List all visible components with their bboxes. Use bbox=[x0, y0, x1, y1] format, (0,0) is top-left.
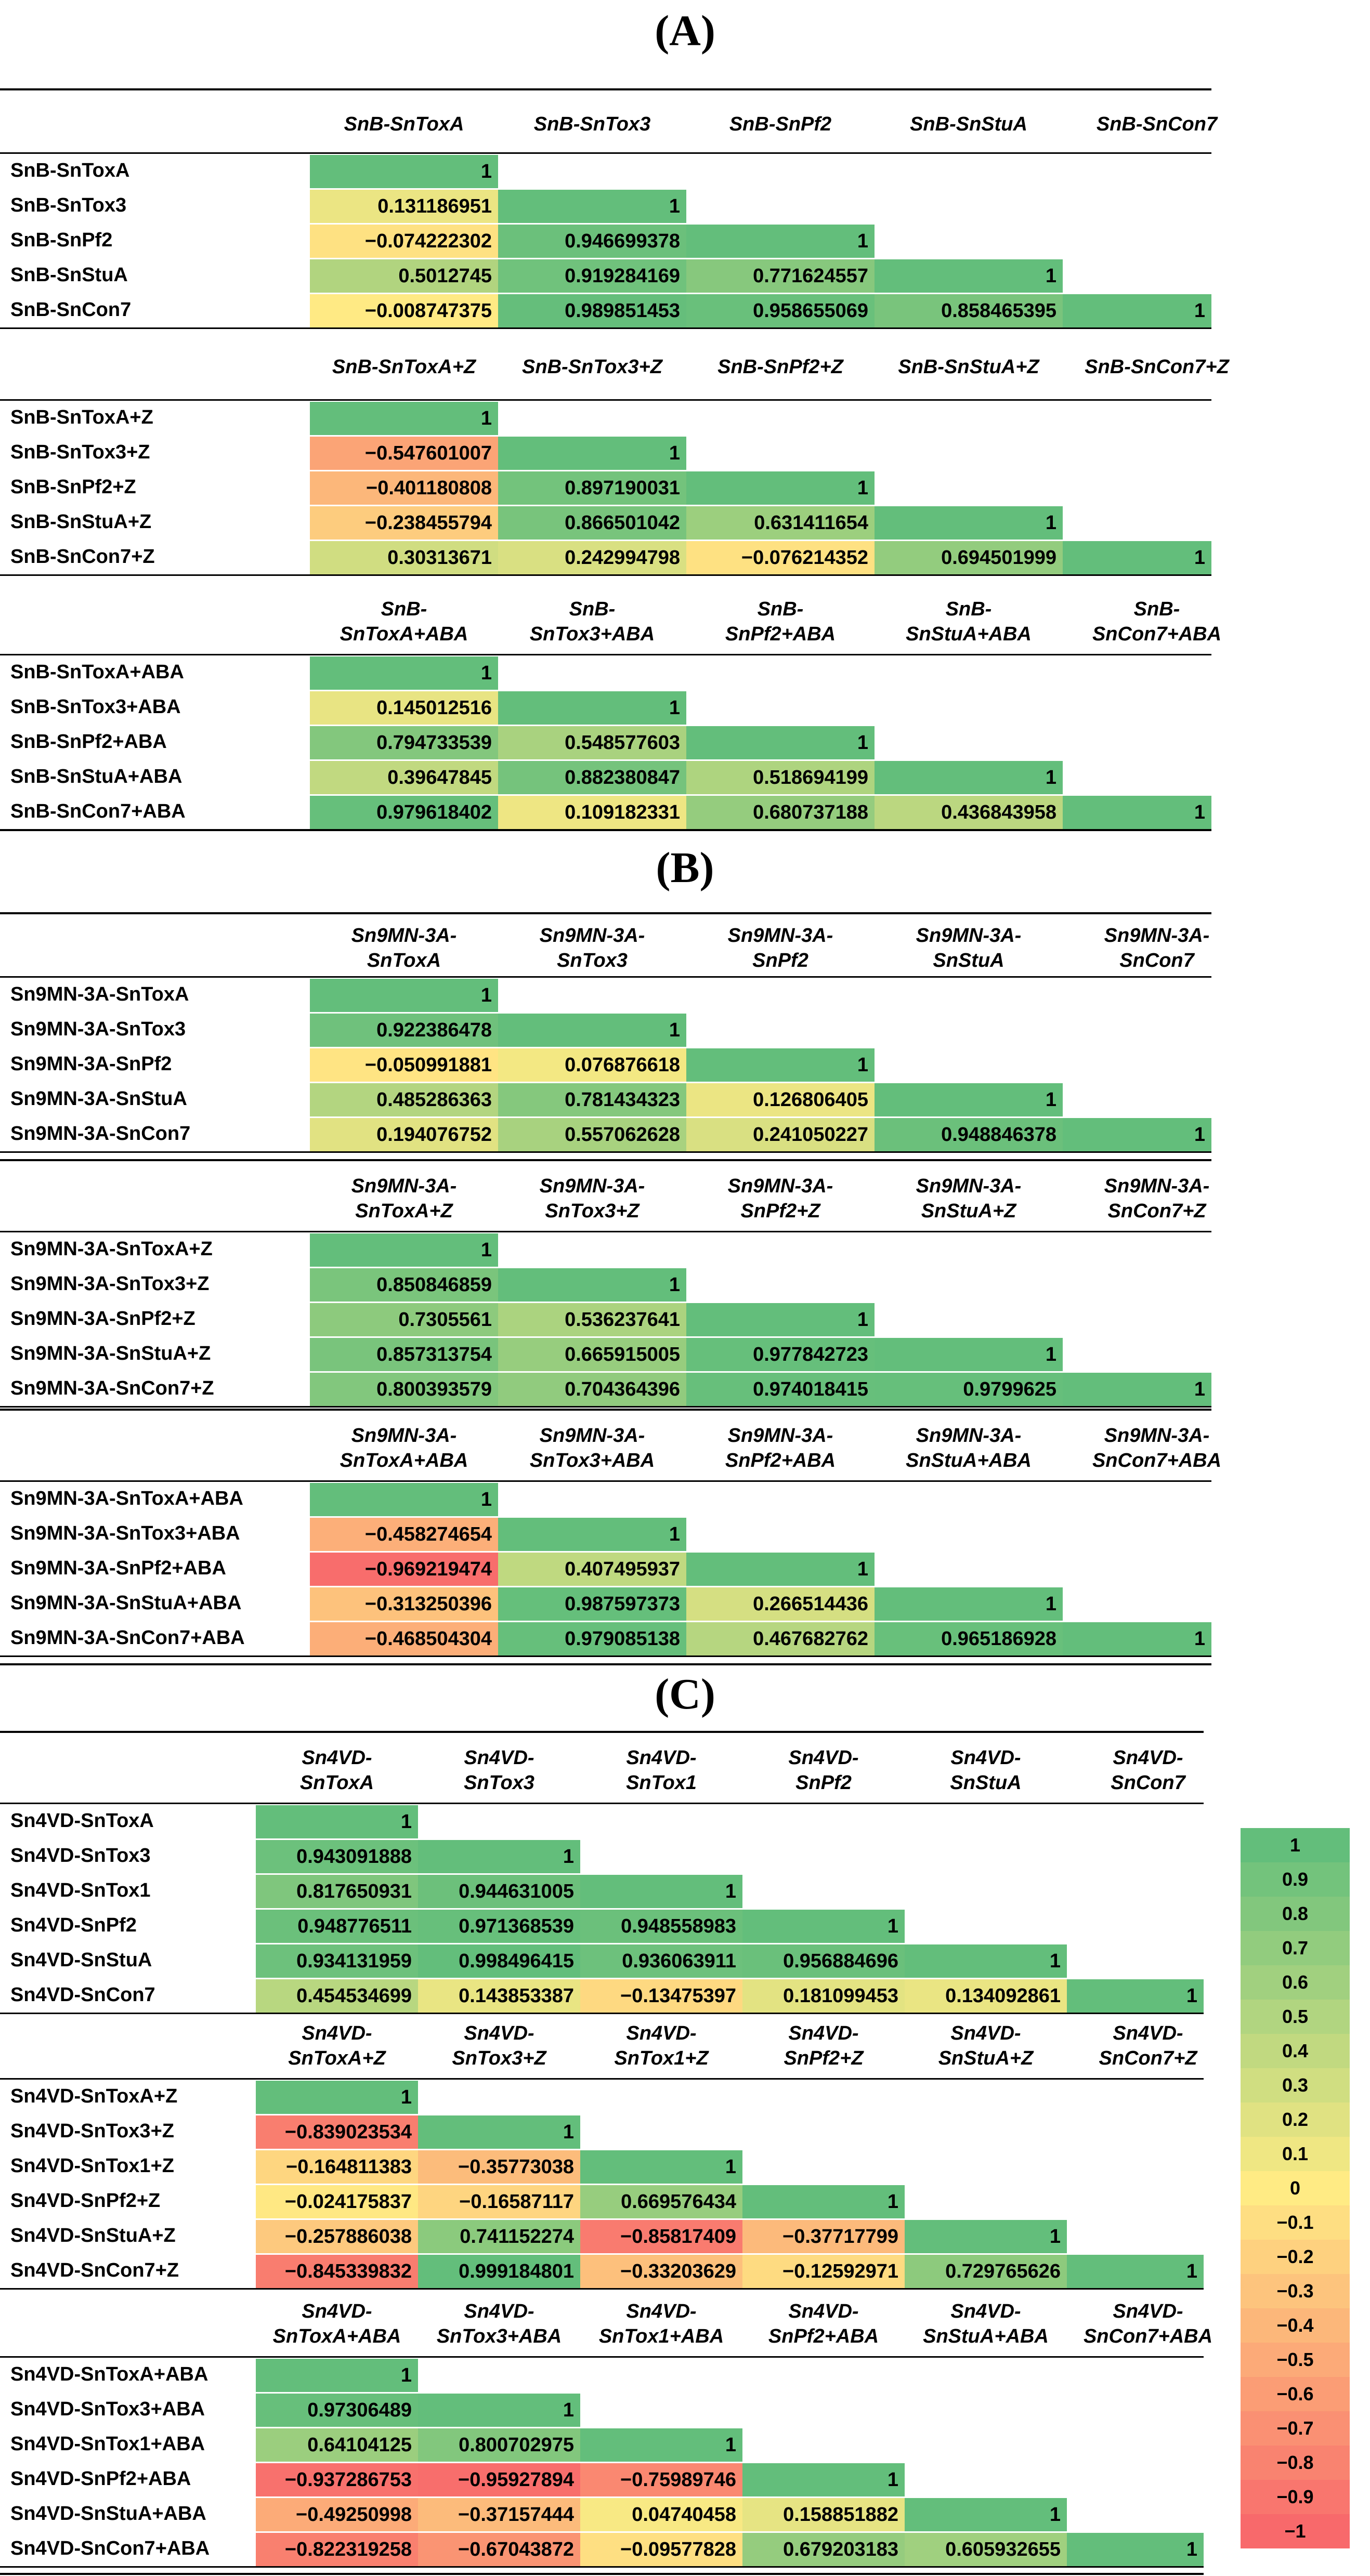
heatmap-cell: 0.999184801 bbox=[418, 2255, 580, 2288]
legend-swatch: 0.6 bbox=[1241, 1965, 1350, 2000]
heatmap-cell: 0.242994798 bbox=[498, 541, 686, 574]
heatmap-cell: 1 bbox=[498, 190, 686, 223]
heatmap-cell: 0.817650931 bbox=[256, 1875, 418, 1908]
heatmap-cell: 0.669576434 bbox=[580, 2185, 742, 2218]
heatmap-cell: 0.936063911 bbox=[580, 1944, 742, 1978]
block-rule bbox=[0, 2566, 1204, 2568]
heatmap-cell: 1 bbox=[1063, 1373, 1211, 1406]
row-label: Sn4VD-SnPf2+Z bbox=[10, 2190, 161, 2212]
row-label: Sn4VD-SnTox3 bbox=[10, 1845, 151, 1867]
heatmap-cell: 0.194076752 bbox=[310, 1118, 498, 1151]
row-label: Sn9MN-3A-SnPf2 bbox=[10, 1053, 172, 1075]
heatmap-cell: 0.977842723 bbox=[686, 1338, 875, 1371]
block-rule bbox=[0, 2288, 1204, 2290]
column-header: Sn9MN-3A- SnPf2 bbox=[727, 924, 833, 971]
heatmap-cell: −0.822319258 bbox=[256, 2533, 418, 2566]
heatmap-cell: 0.30313671 bbox=[310, 541, 498, 574]
heatmap-cell: 0.956884696 bbox=[742, 1944, 905, 1978]
row-label: Sn4VD-SnStuA bbox=[10, 1949, 152, 1971]
column-header: SnB-SnToxA+Z bbox=[332, 356, 476, 378]
column-header: SnB-SnTox3 bbox=[533, 113, 651, 135]
heatmap-cell: −0.37157444 bbox=[418, 2498, 580, 2531]
heatmap-cell: 0.987597373 bbox=[498, 1587, 686, 1621]
legend-swatch: −0.7 bbox=[1241, 2411, 1350, 2446]
heatmap-cell: 0.944631005 bbox=[418, 1875, 580, 1908]
column-header: Sn9MN-3A- SnPf2+Z bbox=[727, 1175, 833, 1222]
heatmap-cell: 0.39647845 bbox=[310, 761, 498, 794]
row-label: SnB-SnPf2+Z bbox=[10, 476, 136, 498]
heatmap-cell: −0.09577828 bbox=[580, 2533, 742, 2566]
heatmap-cell: 0.943091888 bbox=[256, 1840, 418, 1873]
heatmap-cell: 0.680737188 bbox=[686, 796, 875, 829]
heatmap-cell: 0.436843958 bbox=[875, 796, 1063, 829]
heatmap-cell: 1 bbox=[498, 437, 686, 470]
column-header: Sn9MN-3A- SnPf2+ABA bbox=[725, 1425, 836, 1471]
heatmap-cell: 1 bbox=[310, 1483, 498, 1516]
heatmap-cell: 0.946699378 bbox=[498, 225, 686, 258]
heatmap-cell: 1 bbox=[905, 1944, 1067, 1978]
heatmap-cell: 0.974018415 bbox=[686, 1373, 875, 1406]
heatmap-cell: 0.948846378 bbox=[875, 1118, 1063, 1151]
column-header: SnB-SnToxA bbox=[344, 113, 464, 135]
heatmap-cell: −0.35773038 bbox=[418, 2150, 580, 2184]
legend-swatch: −0.4 bbox=[1241, 2308, 1350, 2343]
block-rule bbox=[0, 829, 1211, 831]
column-header: Sn9MN-3A- SnTox3+Z bbox=[539, 1175, 645, 1222]
legend-swatch: 0.3 bbox=[1241, 2068, 1350, 2102]
heatmap-cell: 0.454534699 bbox=[256, 1979, 418, 2013]
heatmap-cell: −0.313250396 bbox=[310, 1587, 498, 1621]
row-label: SnB-SnCon7+ABA bbox=[10, 800, 186, 822]
section-label: (B) bbox=[656, 844, 714, 892]
heatmap-cell: 0.64104125 bbox=[256, 2428, 418, 2462]
heatmap-cell: 0.998496415 bbox=[418, 1944, 580, 1978]
column-header: Sn4VD- SnPf2+ABA bbox=[768, 2301, 879, 2347]
heatmap-cell: 0.741152274 bbox=[418, 2220, 580, 2253]
section-label: (C) bbox=[655, 1670, 715, 1718]
heatmap-cell: −0.468504304 bbox=[310, 1622, 498, 1655]
heatmap-cell: 0.467682762 bbox=[686, 1622, 875, 1655]
heatmap-cell: 1 bbox=[418, 1840, 580, 1873]
heatmap-cell: 1 bbox=[875, 1083, 1063, 1116]
column-header: Sn9MN-3A- SnToxA+Z bbox=[351, 1175, 457, 1222]
heatmap-cell: −0.547601007 bbox=[310, 437, 498, 470]
row-label: Sn4VD-SnToxA bbox=[10, 1810, 154, 1832]
legend-swatch: 0.1 bbox=[1241, 2137, 1350, 2171]
table-rule bbox=[0, 2573, 1204, 2575]
heatmap-cell: 0.536237641 bbox=[498, 1303, 686, 1336]
column-header: Sn4VD- SnStuA+Z bbox=[938, 2022, 1034, 2069]
column-header: Sn9MN-3A- SnStuA+ABA bbox=[906, 1425, 1032, 1471]
heatmap-cell: −0.12592971 bbox=[742, 2255, 905, 2288]
column-header: Sn4VD- SnCon7+ABA bbox=[1083, 2301, 1213, 2347]
heatmap-cell: 0.800702975 bbox=[418, 2428, 580, 2462]
heatmap-cell: 0.407495937 bbox=[498, 1553, 686, 1586]
column-header: Sn9MN-3A- SnStuA bbox=[916, 924, 1022, 971]
heatmap-cell: −0.050991881 bbox=[310, 1048, 498, 1082]
column-header: SnB-SnPf2+Z bbox=[717, 356, 843, 378]
heatmap-cell: 1 bbox=[1067, 1979, 1204, 2013]
heatmap-cell: 0.934131959 bbox=[256, 1944, 418, 1978]
row-label: SnB-SnToxA bbox=[10, 160, 130, 181]
column-header: Sn4VD- SnTox1+ABA bbox=[598, 2301, 724, 2347]
column-header: Sn4VD- SnCon7 bbox=[1111, 1747, 1185, 1794]
row-label: Sn9MN-3A-SnPf2+Z bbox=[10, 1308, 195, 1330]
heatmap-cell: 0.794733539 bbox=[310, 726, 498, 759]
heatmap-cell: 0.04740458 bbox=[580, 2498, 742, 2531]
heatmap-cell: 1 bbox=[742, 1910, 905, 1943]
column-header: Sn9MN-3A- SnToxA+ABA bbox=[340, 1425, 468, 1471]
legend-swatch: 1 bbox=[1241, 1828, 1350, 1862]
heatmap-cell: 1 bbox=[498, 1268, 686, 1302]
row-label: SnB-SnStuA+Z bbox=[10, 511, 152, 533]
heatmap-cell: 1 bbox=[256, 1805, 418, 1838]
heatmap-cell: 0.979085138 bbox=[498, 1622, 686, 1655]
heatmap-cell: 0.143853387 bbox=[418, 1979, 580, 2013]
column-header: SnB-SnStuA bbox=[910, 113, 1027, 135]
column-header: SnB-SnTox3+Z bbox=[522, 356, 662, 378]
heatmap-cell: 0.857313754 bbox=[310, 1338, 498, 1371]
heatmap-cell: −0.164811383 bbox=[256, 2150, 418, 2184]
block-rule bbox=[0, 1151, 1211, 1153]
row-label: SnB-SnToxA+ABA bbox=[10, 661, 184, 683]
heatmap-cell: 1 bbox=[686, 1553, 875, 1586]
row-label: Sn4VD-SnTox3+ABA bbox=[10, 2398, 205, 2420]
heatmap-cell: −0.969219474 bbox=[310, 1553, 498, 1586]
heatmap-cell: −0.85817409 bbox=[580, 2220, 742, 2253]
heatmap-cell: 1 bbox=[1063, 1118, 1211, 1151]
row-label: Sn4VD-SnStuA+ABA bbox=[10, 2503, 206, 2525]
heatmap-cell: 0.97306489 bbox=[256, 2394, 418, 2427]
heatmap-cell: −0.074222302 bbox=[310, 225, 498, 258]
row-label: Sn4VD-SnTox1+ABA bbox=[10, 2433, 205, 2455]
heatmap-cell: 0.134092861 bbox=[905, 1979, 1067, 2013]
row-label: Sn4VD-SnPf2+ABA bbox=[10, 2468, 191, 2490]
column-header: Sn4VD- SnTox3+Z bbox=[452, 2022, 546, 2069]
heatmap-cell: 0.485286363 bbox=[310, 1083, 498, 1116]
heatmap-cell: 0.158851882 bbox=[742, 2498, 905, 2531]
heatmap-cell: 0.866501042 bbox=[498, 506, 686, 540]
legend-swatch: 0.5 bbox=[1241, 2000, 1350, 2034]
row-label: Sn4VD-SnCon7 bbox=[10, 1984, 155, 2006]
heatmap-cell: 0.729765626 bbox=[905, 2255, 1067, 2288]
legend-swatch: 0.9 bbox=[1241, 1862, 1350, 1897]
row-label: Sn9MN-3A-SnTox3+Z bbox=[10, 1273, 210, 1295]
heatmap-cell: 0.958655069 bbox=[686, 294, 875, 327]
heatmap-cell: 1 bbox=[686, 1303, 875, 1336]
heatmap-cell: −0.95927894 bbox=[418, 2463, 580, 2496]
heatmap-cell: −0.076214352 bbox=[686, 541, 875, 574]
heatmap-cell: 1 bbox=[875, 1587, 1063, 1621]
heatmap-cell: 0.948776511 bbox=[256, 1910, 418, 1943]
heatmap-cell: 1 bbox=[1067, 2533, 1204, 2566]
column-header: SnB- SnCon7+ABA bbox=[1092, 598, 1222, 645]
heatmap-cell: 1 bbox=[686, 726, 875, 759]
heatmap-cell: 0.922386478 bbox=[310, 1014, 498, 1047]
section-label: (A) bbox=[655, 7, 715, 55]
heatmap-cell: 1 bbox=[310, 402, 498, 435]
table-rule bbox=[0, 912, 1211, 914]
row-label: SnB-SnToxA+Z bbox=[10, 406, 153, 428]
heatmap-cell: 1 bbox=[686, 225, 875, 258]
heatmap-cell: −0.33203629 bbox=[580, 2255, 742, 2288]
column-header: Sn4VD- SnTox1 bbox=[626, 1747, 697, 1794]
column-header: SnB- SnPf2+ABA bbox=[725, 598, 836, 645]
column-header: SnB- SnStuA+ABA bbox=[906, 598, 1032, 645]
heatmap-cell: 0.7305561 bbox=[310, 1303, 498, 1336]
row-label: Sn9MN-3A-SnTox3+ABA bbox=[10, 1522, 240, 1544]
row-label: SnB-SnTox3 bbox=[10, 194, 127, 216]
row-label: Sn4VD-SnTox1+Z bbox=[10, 2155, 174, 2177]
heatmap-cell: 1 bbox=[686, 471, 875, 505]
column-header: SnB- SnTox3+ABA bbox=[529, 598, 655, 645]
legend-swatch: −0.9 bbox=[1241, 2480, 1350, 2514]
block-rule bbox=[0, 1655, 1211, 1657]
heatmap-cell: 0.919284169 bbox=[498, 259, 686, 293]
column-header: Sn4VD- SnToxA+Z bbox=[288, 2022, 386, 2069]
heatmap-cell: 1 bbox=[905, 2498, 1067, 2531]
block-rule bbox=[0, 327, 1211, 329]
heatmap-cell: 0.5012745 bbox=[310, 259, 498, 293]
column-header: Sn4VD- SnPf2+Z bbox=[784, 2022, 864, 2069]
heatmap-cell: 1 bbox=[418, 2394, 580, 2427]
column-header: Sn9MN-3A- SnToxA bbox=[351, 924, 457, 971]
heatmap-cell: 0.850846859 bbox=[310, 1268, 498, 1302]
heatmap-cell: 0.694501999 bbox=[875, 541, 1063, 574]
column-header: Sn9MN-3A- SnCon7 bbox=[1104, 924, 1210, 971]
column-header: SnB-SnPf2 bbox=[729, 113, 832, 135]
heatmap-cell: −0.13475397 bbox=[580, 1979, 742, 2013]
heatmap-cell: 0.665915005 bbox=[498, 1338, 686, 1371]
row-label: Sn9MN-3A-SnPf2+ABA bbox=[10, 1557, 226, 1579]
heatmap-cell: 1 bbox=[742, 2463, 905, 2496]
column-header: SnB-SnCon7 bbox=[1096, 113, 1218, 135]
row-label: Sn9MN-3A-SnToxA+ABA bbox=[10, 1488, 243, 1509]
heatmap-cell: 0.631411654 bbox=[686, 506, 875, 540]
heatmap-cell: −0.67043872 bbox=[418, 2533, 580, 2566]
heatmap-cell: 1 bbox=[1063, 541, 1211, 574]
heatmap-cell: 0.704364396 bbox=[498, 1373, 686, 1406]
heatmap-cell: 1 bbox=[1063, 294, 1211, 327]
row-label: SnB-SnCon7+Z bbox=[10, 546, 155, 568]
heatmap-cell: −0.49250998 bbox=[256, 2498, 418, 2531]
column-header: Sn4VD- SnTox1+Z bbox=[614, 2022, 709, 2069]
heatmap-cell: 0.126806405 bbox=[686, 1083, 875, 1116]
heatmap-cell: 0.241050227 bbox=[686, 1118, 875, 1151]
row-label: Sn4VD-SnCon7+ABA bbox=[10, 2538, 210, 2559]
heatmap-cell: 0.979618402 bbox=[310, 796, 498, 829]
heatmap-cell: 0.989851453 bbox=[498, 294, 686, 327]
heatmap-cell: 0.971368539 bbox=[418, 1910, 580, 1943]
heatmap-cell: −0.458274654 bbox=[310, 1518, 498, 1551]
heatmap-cell: 0.548577603 bbox=[498, 726, 686, 759]
row-label: Sn9MN-3A-SnCon7+Z bbox=[10, 1377, 214, 1399]
heatmap-cell: −0.401180808 bbox=[310, 471, 498, 505]
row-label: SnB-SnTox3+ABA bbox=[10, 696, 181, 718]
heatmap-cell: 0.679203183 bbox=[742, 2533, 905, 2566]
column-header: SnB- SnToxA+ABA bbox=[340, 598, 468, 645]
legend-swatch: 0.8 bbox=[1241, 1897, 1350, 1931]
heatmap-cell: 0.965186928 bbox=[875, 1622, 1063, 1655]
row-label: Sn4VD-SnTox1 bbox=[10, 1880, 151, 1901]
legend-swatch: −0.5 bbox=[1241, 2343, 1350, 2377]
column-header: SnB-SnCon7+Z bbox=[1085, 356, 1229, 378]
heatmap-cell: 1 bbox=[310, 155, 498, 188]
heatmap-cell: 1 bbox=[256, 2081, 418, 2114]
heatmap-cell: 0.076876618 bbox=[498, 1048, 686, 1082]
heatmap-cell: 0.266514436 bbox=[686, 1587, 875, 1621]
heatmap-cell: −0.37717799 bbox=[742, 2220, 905, 2253]
block-rule bbox=[0, 1406, 1211, 1408]
heatmap-cell: 0.897190031 bbox=[498, 471, 686, 505]
block-rule bbox=[0, 574, 1211, 576]
heatmap-cell: 0.948558983 bbox=[580, 1910, 742, 1943]
heatmap-cell: 1 bbox=[875, 259, 1063, 293]
heatmap-cell: 0.557062628 bbox=[498, 1118, 686, 1151]
heatmap-cell: 1 bbox=[498, 691, 686, 725]
table-rule bbox=[0, 1159, 1211, 1161]
heatmap-cell: 0.131186951 bbox=[310, 190, 498, 223]
legend-swatch: −0.8 bbox=[1241, 2446, 1350, 2480]
column-header: Sn9MN-3A- SnCon7+ABA bbox=[1092, 1425, 1222, 1471]
heatmap-cell: 1 bbox=[580, 2150, 742, 2184]
row-label: SnB-SnTox3+Z bbox=[10, 441, 150, 463]
legend-swatch: 0.2 bbox=[1241, 2102, 1350, 2137]
column-header: Sn4VD- SnCon7+Z bbox=[1099, 2022, 1197, 2069]
heatmap-cell: −0.008747375 bbox=[310, 294, 498, 327]
heatmap-cell: 0.605932655 bbox=[905, 2533, 1067, 2566]
heatmap-cell: 1 bbox=[580, 1875, 742, 1908]
heatmap-cell: 0.518694199 bbox=[686, 761, 875, 794]
row-label: Sn4VD-SnToxA+ABA bbox=[10, 2363, 208, 2385]
row-label: SnB-SnPf2 bbox=[10, 229, 113, 251]
heatmap-cell: −0.16587117 bbox=[418, 2185, 580, 2218]
column-header: SnB-SnStuA+Z bbox=[898, 356, 1039, 378]
heatmap-cell: 1 bbox=[310, 1233, 498, 1267]
legend-swatch: 0 bbox=[1241, 2171, 1350, 2205]
header-rule bbox=[0, 399, 1211, 401]
heatmap-cell: 1 bbox=[498, 1014, 686, 1047]
column-header: Sn4VD- SnTox3 bbox=[464, 1747, 534, 1794]
row-label: Sn9MN-3A-SnTox3 bbox=[10, 1018, 186, 1040]
header-rule bbox=[0, 152, 1211, 154]
heatmap-cell: 1 bbox=[742, 2185, 905, 2218]
header-rule bbox=[0, 1803, 1204, 1804]
heatmap-cell: 1 bbox=[875, 761, 1063, 794]
column-header: Sn4VD- SnTox3+ABA bbox=[436, 2301, 562, 2347]
heatmap-cell: 1 bbox=[875, 506, 1063, 540]
heatmap-cell: 1 bbox=[310, 656, 498, 690]
heatmap-cell: 1 bbox=[686, 1048, 875, 1082]
row-label: Sn4VD-SnStuA+Z bbox=[10, 2225, 176, 2246]
row-label: Sn9MN-3A-SnCon7 bbox=[10, 1123, 191, 1145]
row-label: Sn4VD-SnCon7+Z bbox=[10, 2259, 179, 2281]
heatmap-cell: 1 bbox=[1063, 796, 1211, 829]
legend-swatch: 0.7 bbox=[1241, 1931, 1350, 1965]
column-header: Sn9MN-3A- SnStuA+Z bbox=[916, 1175, 1022, 1222]
column-header: Sn9MN-3A- SnTox3 bbox=[539, 924, 645, 971]
row-label: SnB-SnCon7 bbox=[10, 299, 132, 321]
heatmap-cell: −0.257886038 bbox=[256, 2220, 418, 2253]
row-label: Sn4VD-SnToxA+Z bbox=[10, 2085, 178, 2107]
row-label: Sn9MN-3A-SnToxA bbox=[10, 983, 189, 1005]
heatmap-cell: 0.858465395 bbox=[875, 294, 1063, 327]
header-rule bbox=[0, 2078, 1204, 2080]
legend-swatch: −0.6 bbox=[1241, 2377, 1350, 2411]
legend-swatch: 0.4 bbox=[1241, 2034, 1350, 2068]
row-label: Sn9MN-3A-SnStuA bbox=[10, 1088, 187, 1110]
table-rule bbox=[0, 1731, 1204, 1733]
row-label: Sn9MN-3A-SnStuA+ABA bbox=[10, 1592, 242, 1614]
heatmap-cell: 0.771624557 bbox=[686, 259, 875, 293]
heatmap-cell: 1 bbox=[1067, 2255, 1204, 2288]
table-rule bbox=[0, 88, 1211, 90]
column-header: Sn4VD- SnToxA+ABA bbox=[272, 2301, 401, 2347]
legend-swatch: −0.1 bbox=[1241, 2205, 1350, 2240]
legend-swatch: −0.2 bbox=[1241, 2240, 1350, 2274]
column-header: Sn9MN-3A- SnCon7+Z bbox=[1104, 1175, 1210, 1222]
row-label: SnB-SnStuA+ABA bbox=[10, 766, 182, 787]
heatmap-cell: 0.882380847 bbox=[498, 761, 686, 794]
heatmap-cell: −0.024175837 bbox=[256, 2185, 418, 2218]
heatmap-cell: −0.845339832 bbox=[256, 2255, 418, 2288]
heatmap-cell: 1 bbox=[310, 979, 498, 1012]
row-label: Sn4VD-SnTox3+Z bbox=[10, 2120, 174, 2142]
heatmap-cell: 0.145012516 bbox=[310, 691, 498, 725]
column-header: Sn4VD- SnPf2 bbox=[788, 1747, 859, 1794]
row-label: Sn9MN-3A-SnToxA+Z bbox=[10, 1238, 213, 1260]
column-header: Sn4VD- SnToxA bbox=[299, 1747, 374, 1794]
legend-swatch: −0.3 bbox=[1241, 2274, 1350, 2308]
row-label: SnB-SnStuA bbox=[10, 264, 128, 286]
heatmap-cell: −0.937286753 bbox=[256, 2463, 418, 2496]
heatmap-cell: 1 bbox=[905, 2220, 1067, 2253]
row-label: SnB-SnPf2+ABA bbox=[10, 731, 167, 753]
heatmap-cell: 1 bbox=[580, 2428, 742, 2462]
table-rule bbox=[0, 1409, 1211, 1411]
heatmap-cell: 0.9799625 bbox=[875, 1373, 1063, 1406]
heatmap-cell: −0.238455794 bbox=[310, 506, 498, 540]
heatmap-cell: 0.781434323 bbox=[498, 1083, 686, 1116]
column-header: Sn9MN-3A- SnTox3+ABA bbox=[529, 1425, 655, 1471]
column-header: Sn4VD- SnStuA bbox=[950, 1747, 1022, 1794]
row-label: Sn9MN-3A-SnStuA+Z bbox=[10, 1343, 211, 1364]
heatmap-cell: 1 bbox=[256, 2359, 418, 2392]
heatmap-cell: 1 bbox=[498, 1518, 686, 1551]
legend-swatch: −1 bbox=[1241, 2514, 1350, 2548]
row-label: Sn9MN-3A-SnCon7+ABA bbox=[10, 1627, 245, 1649]
heatmap-cell: −0.839023534 bbox=[256, 2115, 418, 2149]
heatmap-cell: 0.181099453 bbox=[742, 1979, 905, 2013]
heatmap-cell: 1 bbox=[418, 2115, 580, 2149]
heatmap-cell: 0.109182331 bbox=[498, 796, 686, 829]
column-header: Sn4VD- SnStuA+ABA bbox=[923, 2301, 1049, 2347]
heatmap-cell: 1 bbox=[875, 1338, 1063, 1371]
heatmap-cell: 1 bbox=[1063, 1622, 1211, 1655]
heatmap-cell: −0.75989746 bbox=[580, 2463, 742, 2496]
row-label: Sn4VD-SnPf2 bbox=[10, 1914, 137, 1936]
heatmap-cell: 0.800393579 bbox=[310, 1373, 498, 1406]
